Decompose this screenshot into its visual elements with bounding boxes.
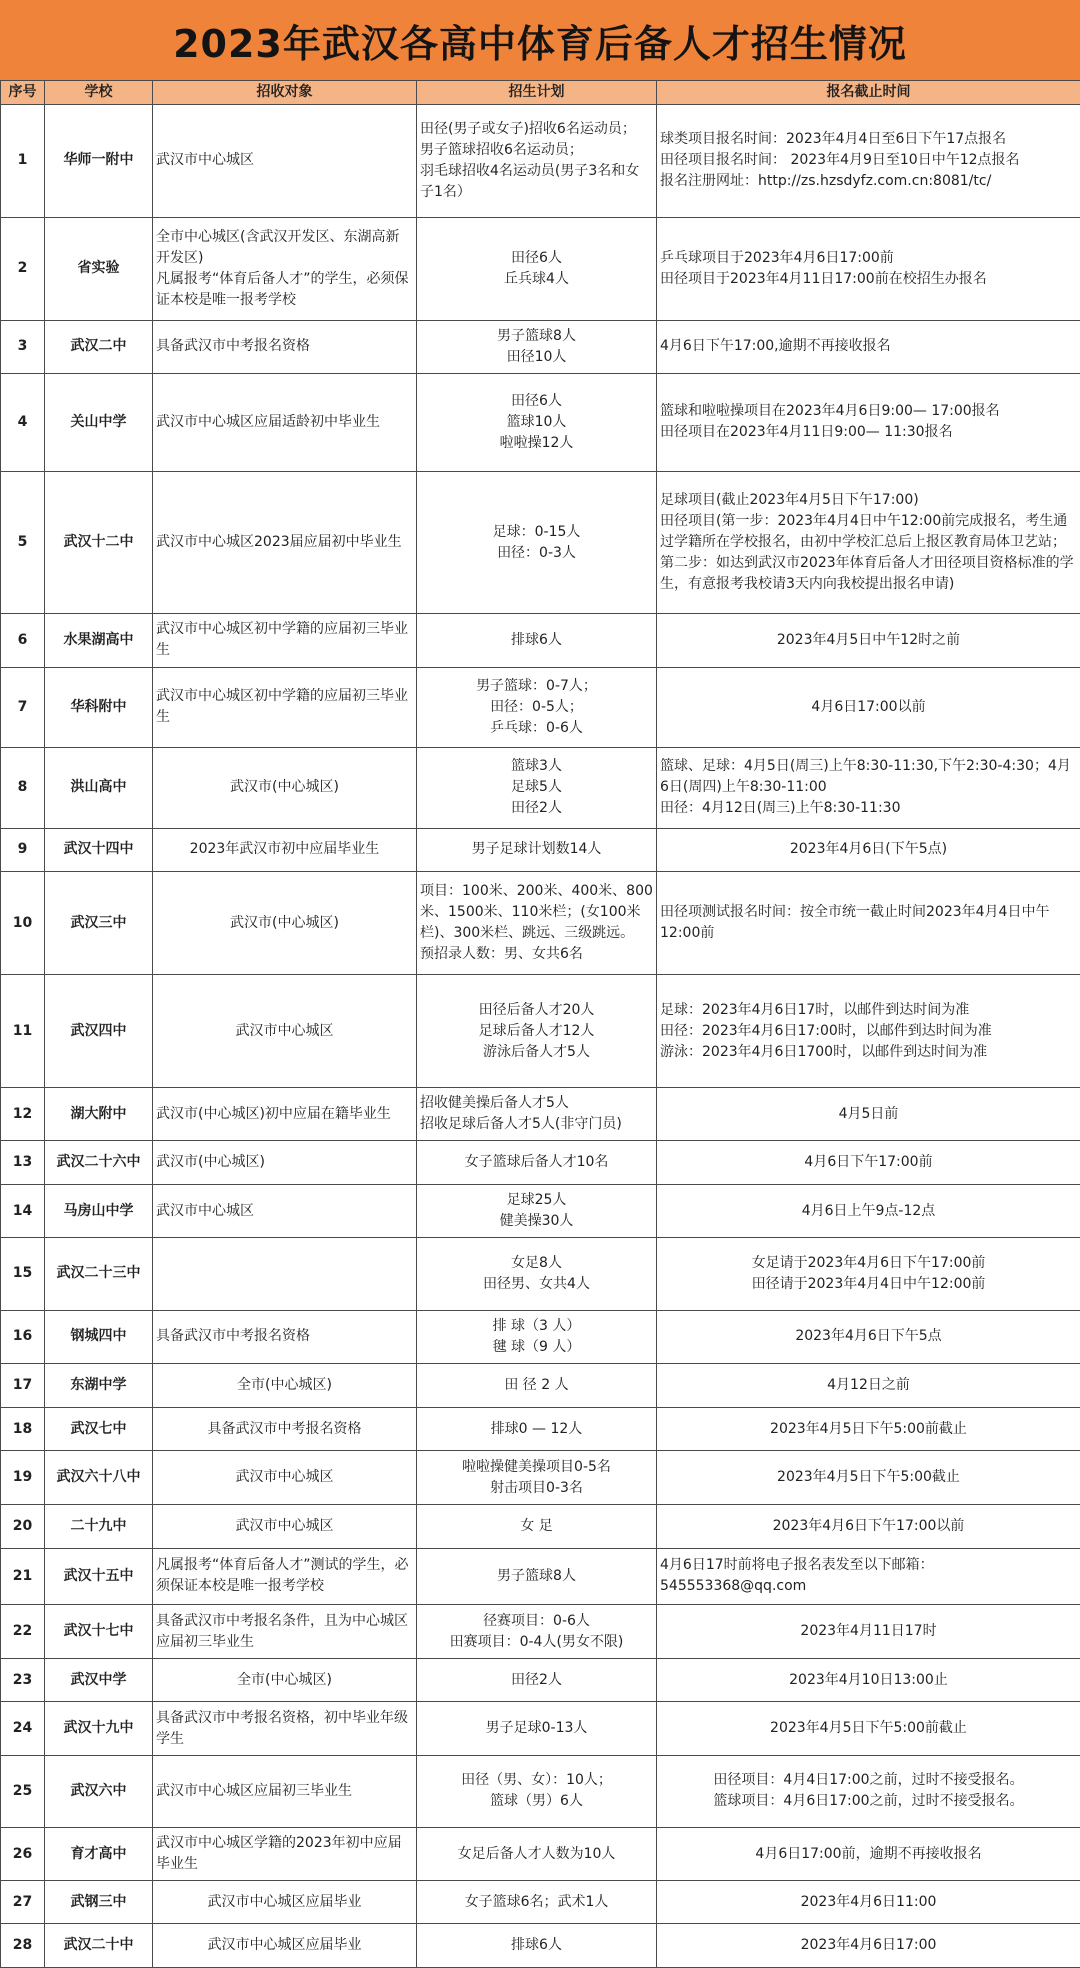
table-row	[1, 1923, 1080, 1967]
target-group-cell: 武汉市中心城区初中学籍的应届初三毕业生	[153, 667, 417, 748]
enrollment-plan-cell: 篮球3人 足球5人 田径2人	[417, 748, 657, 829]
school-name-cell: 钢城四中	[45, 1310, 153, 1363]
deadline-cell: 田径项目：4月4日17:00之前，过时不接受报名。 篮球项目：4月6日17:00之前，过时不接受报名。	[657, 1755, 1080, 1827]
school-name-cell: 武汉四中	[45, 975, 153, 1088]
target-group-cell: 武汉市中心城区	[153, 975, 417, 1088]
table-row	[1, 872, 1080, 975]
enrollment-plan-cell: 排球0 — 12人	[417, 1407, 657, 1451]
enrollment-plan-cell: 足球：0-15人 田径：0-3人	[417, 472, 657, 614]
enrollment-plan-cell: 田径后备人才20人 足球后备人才12人 游泳后备人才5人	[417, 975, 657, 1088]
target-group-cell: 武汉市(中心城区)	[153, 872, 417, 975]
row-number-cell: 11	[1, 975, 45, 1088]
table-row	[1, 320, 1080, 373]
school-name-cell: 湖大附中	[45, 1087, 153, 1140]
row-number-cell: 16	[1, 1310, 45, 1363]
school-name-cell: 二十九中	[45, 1504, 153, 1548]
enrollment-plan-cell: 女 足	[417, 1504, 657, 1548]
row-number-cell: 8	[1, 748, 45, 829]
column-header-plan: 招生计划	[417, 81, 657, 105]
table-row	[1, 1407, 1080, 1451]
deadline-cell: 足球项目(截止2023年4月5日下午17:00) 田径项目(第一步：2023年4月4日中午12:00前完成报名，考生通过学籍所在学校报名，由初中学校汇总后上报区教育局体卫艺站；第二步：如达到武汉市2023年体育后备人才田径项目资格标准的学生，有意报考我校请3天内向我校提出报名申请)	[657, 472, 1080, 614]
table-row	[1, 1702, 1080, 1755]
enrollment-plan-cell: 足球25人 健美操30人	[417, 1185, 657, 1238]
table-row	[1, 614, 1080, 667]
target-group-cell: 全市(中心城区)	[153, 1363, 417, 1407]
deadline-cell: 4月6日17:00以前	[657, 667, 1080, 748]
enrollment-plan-cell: 女足后备人才人数为10人	[417, 1827, 657, 1880]
row-number-cell: 22	[1, 1605, 45, 1658]
enrollment-plan-cell: 男子篮球：0-7人； 田径：0-5人； 乒乓球：0-6人	[417, 667, 657, 748]
row-number-cell: 3	[1, 320, 45, 373]
row-number-cell: 18	[1, 1407, 45, 1451]
school-name-cell: 武汉中学	[45, 1658, 153, 1702]
deadline-cell: 田径项测试报名时间：按全市统一截止时间2023年4月4日中午12:00前	[657, 872, 1080, 975]
school-name-cell: 武汉二十三中	[45, 1238, 153, 1310]
target-group-cell: 具备武汉市中考报名条件，且为中心城区应届初三毕业生	[153, 1605, 417, 1658]
deadline-cell: 足球：2023年4月6日17时，以邮件到达时间为准 田径：2023年4月6日17:00时，以邮件到达时间为准 游泳：2023年4月6日1700时，以邮件到达时间为准	[657, 975, 1080, 1088]
table-row	[1, 1605, 1080, 1658]
table-row	[1, 1504, 1080, 1548]
target-group-cell: 武汉市中心城区学籍的2023年初中应届毕业生	[153, 1827, 417, 1880]
row-number-cell: 28	[1, 1923, 45, 1967]
target-group-cell	[153, 1238, 417, 1310]
enrollment-plan-cell: 排 球（3 人） 毽 球（9 人）	[417, 1310, 657, 1363]
row-number-cell: 24	[1, 1702, 45, 1755]
deadline-cell: 2023年4月5日下午5:00前截止	[657, 1407, 1080, 1451]
table-row	[1, 1141, 1080, 1185]
enrollment-plan-cell: 女子篮球6名；武术1人	[417, 1881, 657, 1924]
deadline-cell: 4月5日前	[657, 1087, 1080, 1140]
school-name-cell: 武汉十四中	[45, 828, 153, 872]
table-row	[1, 105, 1080, 218]
row-number-cell: 2	[1, 217, 45, 320]
target-group-cell: 具备武汉市中考报名资格	[153, 1310, 417, 1363]
row-number-cell: 5	[1, 472, 45, 614]
target-group-cell: 全市(中心城区)	[153, 1658, 417, 1702]
school-name-cell: 武汉七中	[45, 1407, 153, 1451]
table-row	[1, 1185, 1080, 1238]
deadline-cell: 4月6日下午17:00前	[657, 1141, 1080, 1185]
school-name-cell: 华科附中	[45, 667, 153, 748]
enrollment-plan-cell: 男子篮球8人	[417, 1548, 657, 1605]
row-number-cell: 10	[1, 872, 45, 975]
row-number-cell: 1	[1, 105, 45, 218]
deadline-cell: 4月6日17时前将电子报名表发至以下邮箱： 545553368@qq.com	[657, 1548, 1080, 1605]
enrollment-plan-cell: 田径2人	[417, 1658, 657, 1702]
target-group-cell: 武汉市中心城区应届毕业	[153, 1881, 417, 1924]
table-row	[1, 1548, 1080, 1605]
school-name-cell: 武钢三中	[45, 1881, 153, 1924]
target-group-cell: 具备武汉市中考报名资格	[153, 1407, 417, 1451]
enrollment-plan-cell: 男子篮球8人 田径10人	[417, 320, 657, 373]
school-name-cell: 武汉三中	[45, 872, 153, 975]
school-name-cell: 省实验	[45, 217, 153, 320]
school-name-cell: 关山中学	[45, 373, 153, 471]
enrollment-plan-cell: 排球6人	[417, 614, 657, 667]
row-number-cell: 7	[1, 667, 45, 748]
deadline-cell: 2023年4月6日17:00	[657, 1923, 1080, 1967]
school-name-cell: 武汉十九中	[45, 1702, 153, 1755]
enrollment-plan-cell: 田径（男、女）：10人； 篮球（男）6人	[417, 1755, 657, 1827]
enrollment-plan-cell: 男子足球0-13人	[417, 1702, 657, 1755]
column-header-target: 招收对象	[153, 81, 417, 105]
row-number-cell: 19	[1, 1451, 45, 1504]
deadline-cell: 2023年4月5日中午12时之前	[657, 614, 1080, 667]
target-group-cell: 凡属报考“体育后备人才”测试的学生，必须保证本校是唯一报考学校	[153, 1548, 417, 1605]
enrollment-table	[0, 80, 1080, 1968]
column-header-school: 学校	[45, 81, 153, 105]
target-group-cell: 武汉市(中心城区)	[153, 1141, 417, 1185]
row-number-cell: 9	[1, 828, 45, 872]
deadline-cell: 篮球、足球：4月5日(周三)上午8:30-11:30,下午2:30-4:30；4月6日(周四)上午8:30-11:00 田径：4月12日(周三)上午8:30-11:30	[657, 748, 1080, 829]
row-number-cell: 15	[1, 1238, 45, 1310]
row-number-cell: 23	[1, 1658, 45, 1702]
target-group-cell: 2023年武汉市初中应届毕业生	[153, 828, 417, 872]
deadline-cell: 球类项目报名时间：2023年4月4日至6日下午17点报名 田径项目报名时间： 2023年4月9日至10日中午12点报名 报名注册网址：http://zs.hzsdyfz.com.cn:8081/tc/	[657, 105, 1080, 218]
enrollment-plan-cell: 田 径 2 人	[417, 1363, 657, 1407]
enrollment-plan-cell: 女足8人 田径男、女共4人	[417, 1238, 657, 1310]
school-name-cell: 武汉十五中	[45, 1548, 153, 1605]
deadline-cell: 篮球和啦啦操项目在2023年4月6日9:00— 17:00报名 田径项目在2023年4月11日9:00— 11:30报名	[657, 373, 1080, 471]
row-number-cell: 17	[1, 1363, 45, 1407]
deadline-cell: 4月6日17:00前，逾期不再接收报名	[657, 1827, 1080, 1880]
table-row	[1, 975, 1080, 1088]
school-name-cell: 水果湖高中	[45, 614, 153, 667]
table-row	[1, 1238, 1080, 1310]
enrollment-plan-cell: 田径6人 篮球10人 啦啦操12人	[417, 373, 657, 471]
school-name-cell: 武汉十七中	[45, 1605, 153, 1658]
enrollment-plan-cell: 田径(男子或女子)招收6名运动员； 男子篮球招收6名运动员； 羽毛球招收4名运动员(男子3名和女子1名）	[417, 105, 657, 218]
target-group-cell: 武汉市中心城区应届适龄初中毕业生	[153, 373, 417, 471]
enrollment-plan-cell: 招收健美操后备人才5人 招收足球后备人才5人(非守门员)	[417, 1087, 657, 1140]
table-row	[1, 1363, 1080, 1407]
deadline-cell: 2023年4月6日11:00	[657, 1881, 1080, 1924]
title-bar	[0, 0, 1080, 80]
target-group-cell: 全市中心城区(含武汉开发区、东湖高新开发区) 凡属报考“体育后备人才”的学生，必须保证本校是唯一报考学校	[153, 217, 417, 320]
row-number-cell: 27	[1, 1881, 45, 1924]
table-row	[1, 373, 1080, 471]
table-row	[1, 667, 1080, 748]
table-row	[1, 1658, 1080, 1702]
deadline-cell: 2023年4月6日下午17:00以前	[657, 1504, 1080, 1548]
table-row	[1, 1881, 1080, 1924]
table-row	[1, 217, 1080, 320]
target-group-cell: 武汉市中心城区	[153, 1451, 417, 1504]
school-name-cell: 武汉二十中	[45, 1923, 153, 1967]
row-number-cell: 21	[1, 1548, 45, 1605]
table-row	[1, 1755, 1080, 1827]
target-group-cell: 具备武汉市中考报名资格	[153, 320, 417, 373]
enrollment-plan-cell: 径赛项目：0-6人 田赛项目：0-4人(男女不限)	[417, 1605, 657, 1658]
row-number-cell: 13	[1, 1141, 45, 1185]
school-name-cell: 洪山高中	[45, 748, 153, 829]
deadline-cell: 2023年4月5日下午5:00前截止	[657, 1702, 1080, 1755]
target-group-cell: 武汉市(中心城区)初中应届在籍毕业生	[153, 1087, 417, 1140]
target-group-cell: 武汉市中心城区	[153, 105, 417, 218]
deadline-cell: 4月6日上午9点-12点	[657, 1185, 1080, 1238]
table-row	[1, 1827, 1080, 1880]
row-number-cell: 14	[1, 1185, 45, 1238]
enrollment-plan-cell: 女子篮球后备人才10名	[417, 1141, 657, 1185]
school-name-cell: 武汉二中	[45, 320, 153, 373]
target-group-cell: 武汉市中心城区应届毕业	[153, 1923, 417, 1967]
target-group-cell: 具备武汉市中考报名资格，初中毕业年级学生	[153, 1702, 417, 1755]
column-header-no: 序号	[1, 81, 45, 105]
school-name-cell: 武汉六十八中	[45, 1451, 153, 1504]
table-row	[1, 1087, 1080, 1140]
enrollment-plan-cell: 男子足球计划数14人	[417, 828, 657, 872]
deadline-cell: 2023年4月11日17时	[657, 1605, 1080, 1658]
row-number-cell: 12	[1, 1087, 45, 1140]
table-row	[1, 472, 1080, 614]
enrollment-plan-cell: 啦啦操健美操项目0-5名 射击项目0-3名	[417, 1451, 657, 1504]
target-group-cell: 武汉市(中心城区)	[153, 748, 417, 829]
enrollment-plan-cell: 排球6人	[417, 1923, 657, 1967]
deadline-cell: 4月6日下午17:00,逾期不再接收报名	[657, 320, 1080, 373]
school-name-cell: 武汉六中	[45, 1755, 153, 1827]
table-row	[1, 828, 1080, 872]
deadline-cell: 4月12日之前	[657, 1363, 1080, 1407]
page-title: 2023年武汉各高中体育后备人才招生情况	[173, 21, 907, 66]
target-group-cell: 武汉市中心城区	[153, 1185, 417, 1238]
school-name-cell: 育才高中	[45, 1827, 153, 1880]
target-group-cell: 武汉市中心城区初中学籍的应届初三毕业生	[153, 614, 417, 667]
enrollment-plan-cell: 项目：100米、200米、400米、800米、1500米、110米栏；(女100米栏)、300米栏、跳远、三级跳远。 预招录人数：男、女共6名	[417, 872, 657, 975]
column-header-deadline: 报名截止时间	[657, 81, 1080, 105]
target-group-cell: 武汉市中心城区	[153, 1504, 417, 1548]
deadline-cell: 2023年4月6日(下午5点)	[657, 828, 1080, 872]
school-name-cell: 东湖中学	[45, 1363, 153, 1407]
school-name-cell: 武汉十二中	[45, 472, 153, 614]
deadline-cell: 乒乓球项目于2023年4月6日17:00前 田径项目于2023年4月11日17:00前在校招生办报名	[657, 217, 1080, 320]
row-number-cell: 4	[1, 373, 45, 471]
school-name-cell: 华师一附中	[45, 105, 153, 218]
row-number-cell: 6	[1, 614, 45, 667]
deadline-cell: 女足请于2023年4月6日下午17:00前 田径请于2023年4月4日中午12:00前	[657, 1238, 1080, 1310]
target-group-cell: 武汉市中心城区应届初三毕业生	[153, 1755, 417, 1827]
row-number-cell: 25	[1, 1755, 45, 1827]
deadline-cell: 2023年4月6日下午5点	[657, 1310, 1080, 1363]
deadline-cell: 2023年4月10日13:00止	[657, 1658, 1080, 1702]
enrollment-plan-cell: 田径6人 丘兵球4人	[417, 217, 657, 320]
table-row	[1, 1310, 1080, 1363]
school-name-cell: 马房山中学	[45, 1185, 153, 1238]
table-header-row	[1, 81, 1080, 105]
row-number-cell: 26	[1, 1827, 45, 1880]
target-group-cell: 武汉市中心城区2023届应届初中毕业生	[153, 472, 417, 614]
table-row	[1, 1451, 1080, 1504]
school-name-cell: 武汉二十六中	[45, 1141, 153, 1185]
row-number-cell: 20	[1, 1504, 45, 1548]
table-row	[1, 748, 1080, 829]
deadline-cell: 2023年4月5日下午5:00截止	[657, 1451, 1080, 1504]
